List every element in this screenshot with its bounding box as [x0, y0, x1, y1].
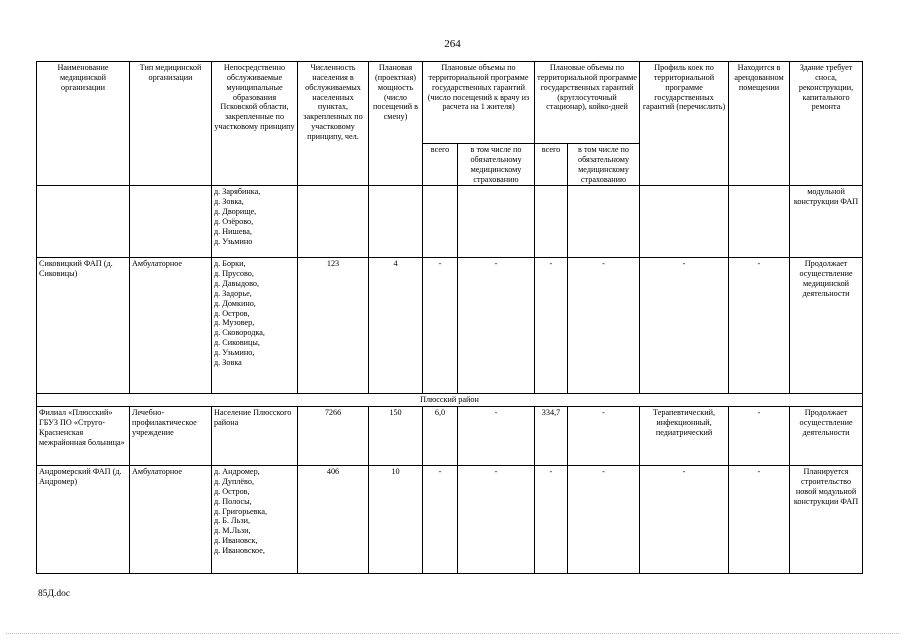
capacity-cell: 150	[369, 407, 423, 466]
place-item: д. Нишева,	[214, 226, 252, 236]
med-type-cell: Амбулаторное	[130, 258, 212, 394]
places-cell: Население Плюсского района	[212, 407, 298, 466]
header-row	[37, 62, 863, 144]
population-cell	[298, 186, 369, 258]
org-name-cell: Сиковицкий ФАП (д. Сиковицы)	[37, 258, 130, 394]
table-row	[37, 466, 863, 574]
building-cell: модульной конструкции ФАП	[790, 186, 863, 258]
population-cell: 406	[298, 466, 369, 574]
header-visits-group: Плановые объемы по территориальной программе государственных гарантий (число посещений к врачу из расчета на 1 жителя)	[423, 62, 535, 144]
leased-cell: -	[729, 466, 790, 574]
place-item: д. Зарябинка,	[214, 187, 261, 197]
beds-profile-cell: -	[640, 258, 729, 394]
place-item: д. Задорье,	[214, 288, 252, 298]
building-cell: Продолжает осуществление медицинской деятельности	[790, 258, 863, 394]
header-leased: Находится в арендованном помещении	[729, 62, 790, 186]
place-item: д. Узьмино	[214, 236, 253, 246]
header-capacity: Плановая (проектная) мощность (число посещений в смену)	[369, 62, 423, 186]
org-name-cell	[37, 186, 130, 258]
leased-cell: -	[729, 407, 790, 466]
visits-oms-cell: -	[458, 466, 535, 574]
place-item: д. Зовка	[214, 357, 242, 367]
place-item: д. М.Льзи,	[214, 526, 251, 536]
place-item: д. Андромер,	[214, 467, 260, 477]
header-beds-profile: Профиль коек по территориальной программе государственных гарантий (перечислить)	[640, 62, 729, 186]
inpatient-oms-cell	[568, 186, 640, 258]
org-name-cell: Филиал «Плюсский» ГБУЗ ПО «Струго-Красненская межрайонная больница»	[37, 407, 130, 466]
med-type-cell	[130, 186, 212, 258]
med-type-cell: Лечебно-профилактическое учреждение	[130, 407, 212, 466]
inpatient-oms-cell: -	[568, 407, 640, 466]
capacity-cell: 10	[369, 466, 423, 574]
place-item: д. Давыдово,	[214, 279, 260, 289]
place-item: д. Ивановск,	[214, 536, 258, 546]
table-row	[37, 258, 863, 394]
place-item: д. Полосы,	[214, 496, 252, 506]
places-cell	[212, 466, 298, 574]
header-inpatient-total: всего	[535, 144, 568, 186]
header-inpatient-group: Плановые объемы по территориальной программе государственных гарантий (круглосуточный стационар), койко-дней	[535, 62, 640, 144]
header-org-name: Наименование медицинской организации	[37, 62, 130, 186]
capacity-cell: 4	[369, 258, 423, 394]
org-name-cell: Андромерский ФАП (д. Андромер)	[37, 466, 130, 574]
med-type-cell: Амбулаторное	[130, 466, 212, 574]
place-item: д. Ивановское,	[214, 545, 265, 555]
visits-total-cell: -	[423, 466, 458, 574]
visits-total-cell	[423, 186, 458, 258]
header-visits-total: всего	[423, 144, 458, 186]
place-item: д. Озёрово,	[214, 216, 254, 226]
header-building: Здание требует сноса, реконструкции, капитального ремонта	[790, 62, 863, 186]
place-item: д. Дворище,	[214, 207, 257, 217]
scan-edge-line	[6, 633, 899, 634]
place-item: д. Узьмино,	[214, 347, 255, 357]
inpatient-oms-cell: -	[568, 258, 640, 394]
building-cell: Планируется строительство новой модульной конструкции ФАП	[790, 466, 863, 574]
visits-oms-cell: -	[458, 258, 535, 394]
header-med-type: Тип медицинской организации	[130, 62, 212, 186]
table-row	[37, 186, 863, 258]
visits-oms-cell	[458, 186, 535, 258]
inpatient-total-cell	[535, 186, 568, 258]
building-cell: Продолжает осуществление деятельности	[790, 407, 863, 466]
capacity-cell	[369, 186, 423, 258]
inpatient-total-cell: 334,7	[535, 407, 568, 466]
place-item: д. Остров,	[214, 486, 250, 496]
beds-profile-cell	[640, 186, 729, 258]
inpatient-total-cell: -	[535, 466, 568, 574]
region-title: Плюсский район	[37, 394, 863, 407]
place-item: д. Б. Льзи,	[214, 516, 251, 526]
header-municipal-points: Непосредственно обслуживаемые муниципальные образования Псковской области, закрепленные по участковому принципу	[212, 62, 298, 186]
visits-total-cell: -	[423, 258, 458, 394]
place-item: д. Дуплёво,	[214, 477, 254, 487]
beds-profile-cell: -	[640, 466, 729, 574]
place-item: д. Музовер,	[214, 318, 255, 328]
beds-profile-cell: Терапевтический, инфекционный, педиатрический	[640, 407, 729, 466]
leased-cell	[729, 186, 790, 258]
leased-cell: -	[729, 258, 790, 394]
header-visits-oms: в том числе по обязательному медицинскому страхованию	[458, 144, 535, 186]
header-population: Численность населения в обслуживаемых населенных пунктах, закрепленных по участковому принципу, чел.	[298, 62, 369, 186]
places-cell	[212, 258, 298, 394]
visits-oms-cell: -	[458, 407, 535, 466]
population-cell: 7266	[298, 407, 369, 466]
inpatient-total-cell: -	[535, 258, 568, 394]
visits-total-cell: 6,0	[423, 407, 458, 466]
place-item: д. Зовка,	[214, 197, 244, 207]
place-item: д. Домкино,	[214, 298, 256, 308]
place-item: д. Григорьевка,	[214, 506, 268, 516]
header-inpatient-oms: в том числе по обязательному медицинскому страхованию	[568, 144, 640, 186]
place-item: д. Остров,	[214, 308, 250, 318]
page-number: 264	[444, 38, 461, 50]
footer-filename: 85Д.doc	[38, 589, 71, 599]
inpatient-oms-cell: -	[568, 466, 640, 574]
place-item: д. Сиковицы,	[214, 338, 260, 348]
places-cell	[212, 186, 298, 258]
table-row	[37, 407, 863, 466]
place-item: д. Сковородка,	[214, 328, 265, 338]
place-item: д. Прусово,	[214, 269, 254, 279]
place-item: д. Борки,	[214, 259, 246, 269]
region-row	[37, 394, 863, 407]
facilities-table	[36, 61, 863, 574]
population-cell: 123	[298, 258, 369, 394]
